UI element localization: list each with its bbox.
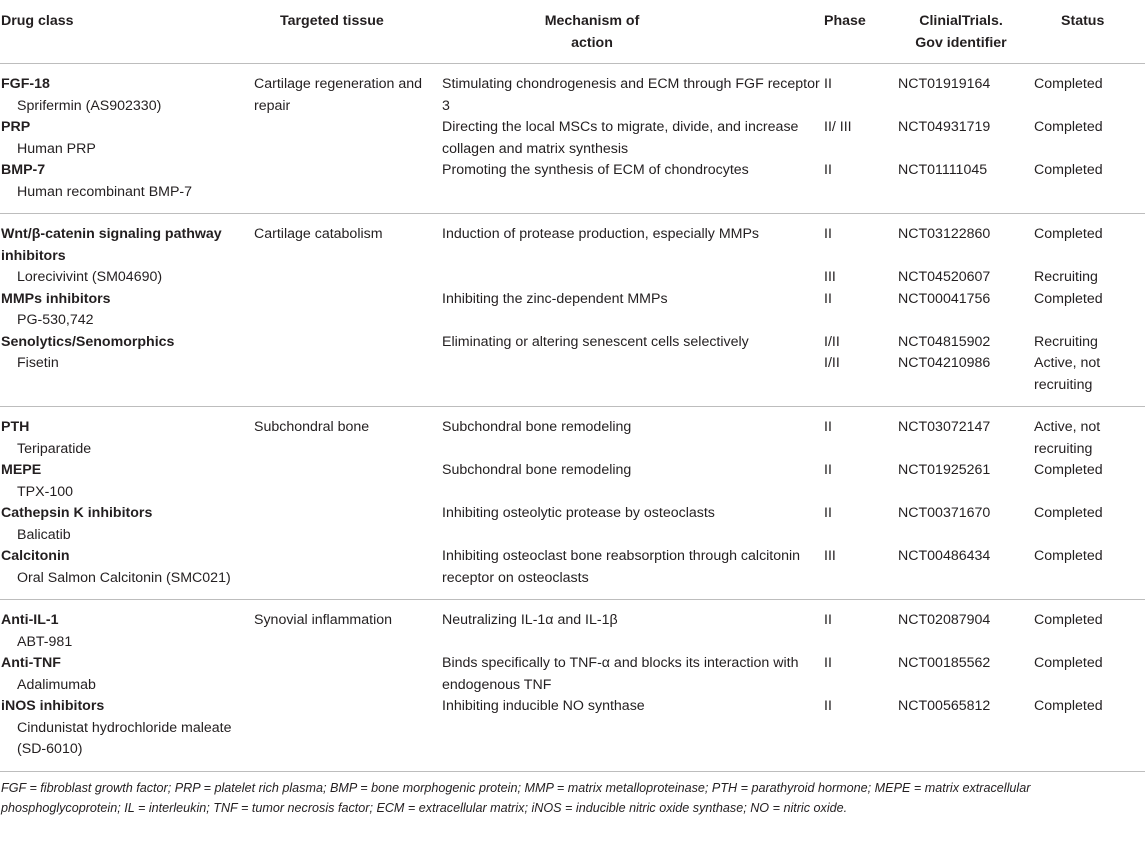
drug-class-cell [0, 503, 254, 546]
drug-name: Teriparatide [17, 440, 92, 457]
phase-cell: I/II [824, 333, 840, 350]
table-row [0, 460, 1145, 503]
table-row [0, 267, 1145, 289]
drug-name: Balicatib [17, 526, 71, 543]
phase-cell: II [824, 505, 832, 521]
status-cell: Active, not recruiting [1034, 355, 1101, 393]
status-cell: Completed [1034, 698, 1103, 714]
mechanism-cell: Binds specifically to TNF-α and blocks its interaction with endogenous TNF [442, 655, 799, 693]
identifier-cell: NCT03122860 [898, 226, 991, 242]
drug-class-name: BMP-7 [1, 162, 46, 178]
identifier-cell: NCT04815902 [898, 333, 991, 350]
targeted-tissue-cell [254, 160, 442, 214]
targeted-tissue-cell: Cartilage catabolism [254, 226, 383, 242]
targeted-tissue-cell [254, 289, 442, 332]
phase-cell: II [824, 76, 832, 92]
status-cell: Completed [1034, 226, 1103, 242]
identifier-cell: NCT02087904 [898, 612, 991, 628]
drug-class-name: Senolytics/Senomorphics [1, 333, 175, 350]
drug-class-name: MEPE [1, 462, 42, 478]
targeted-tissue-cell [254, 267, 442, 289]
drug-name: Oral Salmon Calcitonin (SMC021) [17, 569, 231, 586]
identifier-cell: NCT00041756 [898, 290, 991, 307]
drug-class-name: PTH [1, 419, 30, 435]
phase-cell: II/ III [824, 119, 852, 135]
table-row [0, 64, 1145, 118]
table-row [0, 353, 1145, 407]
drug-class-cell [0, 332, 254, 354]
mechanism-cell: Promoting the synthesis of ECM of chondrocytes [442, 162, 749, 178]
drug-class-name: Wnt/β-catenin signaling pathway inhibitors [1, 226, 222, 264]
header-status: Status [1034, 0, 1145, 64]
phase-cell: II [824, 419, 832, 435]
table-group [0, 214, 1145, 407]
drug-class-cell [0, 64, 254, 118]
identifier-cell: NCT00486434 [898, 548, 991, 564]
phase-cell: I/II [824, 355, 840, 371]
table-row [0, 117, 1145, 160]
table-row [0, 407, 1145, 461]
table-row [0, 332, 1145, 354]
identifier-cell: NCT00565812 [898, 698, 991, 714]
drug-name: Cindunistat hydrochloride maleate (SD-6010) [17, 719, 232, 757]
drug-name: Lorecivivint (SM04690) [17, 269, 163, 285]
mechanism-cell: Eliminating or altering senescent cells selectively [442, 333, 749, 350]
table-group [0, 600, 1145, 772]
drug-class-name: Cathepsin K inhibitors [1, 505, 153, 521]
targeted-tissue-cell [254, 117, 442, 160]
identifier-cell: NCT04520607 [898, 269, 991, 285]
drug-class-cell [0, 407, 254, 461]
mechanism-cell: Induction of protease production, especially MMPs [442, 226, 760, 242]
identifier-cell: NCT04931719 [898, 119, 991, 135]
header-mechanism-label: Mechanism of action [544, 13, 640, 51]
table-row [0, 653, 1145, 696]
drug-name: Fisetin [17, 355, 59, 371]
table-row [0, 289, 1145, 332]
identifier-cell: NCT00185562 [898, 655, 991, 671]
targeted-tissue-cell [254, 332, 442, 354]
drug-class-cell [0, 353, 254, 407]
mechanism-cell: Stimulating chondrogenesis and ECM through FGF receptor 3 [442, 76, 820, 114]
drug-class-cell [0, 460, 254, 503]
mechanism-cell: Inhibiting inducible NO synthase [442, 698, 645, 714]
status-cell: Completed [1034, 548, 1103, 564]
table-row [0, 160, 1145, 214]
drug-class-cell [0, 267, 254, 289]
drug-name: PG-530,742 [17, 312, 94, 328]
drug-class-name: FGF-18 [1, 76, 50, 92]
drug-name: TPX-100 [17, 483, 73, 500]
identifier-cell: NCT01925261 [898, 462, 991, 478]
table-row [0, 546, 1145, 600]
drug-class-name: Anti-TNF [1, 655, 61, 671]
header-phase: Phase [822, 0, 898, 64]
status-cell: Completed [1034, 462, 1103, 478]
targeted-tissue-cell: Subchondral bone [254, 419, 370, 435]
mechanism-cell: Subchondral bone remodeling [442, 462, 632, 478]
status-cell: Completed [1034, 290, 1103, 307]
mechanism-cell: Neutralizing IL-1α and IL-1β [442, 612, 618, 628]
targeted-tissue-cell [254, 353, 442, 407]
targeted-tissue-cell: Cartilage regeneration and repair [254, 76, 422, 114]
status-cell: Completed [1034, 119, 1103, 135]
drug-class-cell [0, 600, 254, 654]
phase-cell: III [824, 269, 836, 285]
mechanism-cell: Inhibiting osteolytic protease by osteoclasts [442, 505, 715, 521]
status-cell: Completed [1034, 162, 1103, 178]
phase-cell: II [824, 226, 832, 242]
mechanism-cell: Inhibiting the zinc-dependent MMPs [442, 290, 668, 307]
drug-name: Adalimumab [17, 676, 96, 693]
status-cell: Active, not recruiting [1034, 419, 1101, 457]
drug-class-cell [0, 160, 254, 214]
status-cell: Completed [1034, 76, 1103, 92]
mechanism-cell: Inhibiting osteoclast bone reabsorption through calcitonin receptor on osteoclasts [442, 548, 801, 586]
header-mechanism [442, 0, 822, 64]
drug-name: ABT-981 [17, 633, 73, 650]
table-row [0, 503, 1145, 546]
table-footnote: FGF = fibroblast growth factor; PRP = platelet rich plasma; BMP = bone morphogenic protein; MMP = matrix metalloproteinase; PTH = parathyroid hormone; MEPE = matrix extracellular phosphoglycoprotein; IL = interleukin; TNF = tumor necrosis factor; ECM = extracellular matrix; iNOS = inducible nitric oxide synthase; NO = nitric oxide. [1, 780, 1031, 815]
targeted-tissue-cell [254, 696, 442, 771]
drug-class-cell [0, 546, 254, 600]
targeted-tissue-cell [254, 460, 442, 503]
status-cell: Recruiting [1034, 269, 1098, 285]
mechanism-cell [442, 267, 822, 289]
table-row [0, 600, 1145, 654]
status-cell: Completed [1034, 612, 1103, 628]
table-header [0, 0, 1145, 64]
drug-class-name: iNOS inhibitors [1, 698, 105, 714]
header-identifier [898, 0, 1034, 64]
drug-class-cell [0, 696, 254, 771]
mechanism-cell [442, 353, 822, 407]
targeted-tissue-cell [254, 546, 442, 600]
phase-cell: II [824, 290, 832, 307]
drug-class-cell [0, 214, 254, 268]
drug-name: Human PRP [17, 140, 96, 157]
identifier-cell: NCT00371670 [898, 505, 991, 521]
status-cell: Recruiting [1034, 333, 1098, 350]
phase-cell: II [824, 162, 832, 178]
identifier-cell: NCT01919164 [898, 76, 991, 92]
phase-cell: III [824, 548, 836, 564]
phase-cell: II [824, 655, 832, 671]
targeted-tissue-cell [254, 653, 442, 696]
phase-cell: II [824, 698, 832, 714]
drug-class-name: PRP [1, 119, 31, 135]
table-row [0, 214, 1145, 268]
identifier-cell: NCT03072147 [898, 419, 991, 435]
targeted-tissue-cell [254, 503, 442, 546]
identifier-cell: NCT04210986 [898, 355, 991, 371]
header-row [0, 0, 1145, 64]
drug-name: Sprifermin (AS902330) [17, 97, 162, 114]
drug-class-name: Anti-IL-1 [1, 612, 59, 628]
header-targeted-tissue: Targeted tissue [254, 0, 442, 64]
table-row [0, 696, 1145, 771]
identifier-cell: NCT01111045 [898, 162, 988, 178]
drug-class-name: Calcitonin [1, 548, 70, 564]
drug-class-cell [0, 289, 254, 332]
header-drug-class: Drug class [0, 0, 254, 64]
drug-class-cell [0, 653, 254, 696]
header-identifier-label: ClinialTrials. Gov identifier [915, 13, 1007, 51]
drug-class-name: MMPs inhibitors [1, 290, 111, 307]
phase-cell: II [824, 462, 832, 478]
phase-cell: II [824, 612, 832, 628]
drug-class-cell [0, 117, 254, 160]
status-cell: Completed [1034, 505, 1103, 521]
drug-name: Human recombinant BMP-7 [17, 183, 193, 200]
status-cell: Completed [1034, 655, 1103, 671]
targeted-tissue-cell: Synovial inflammation [254, 612, 392, 628]
mechanism-cell: Directing the local MSCs to migrate, divide, and increase collagen and matrix synthesis [442, 119, 799, 157]
mechanism-cell: Subchondral bone remodeling [442, 419, 632, 435]
table-group [0, 64, 1145, 214]
table-group [0, 407, 1145, 600]
